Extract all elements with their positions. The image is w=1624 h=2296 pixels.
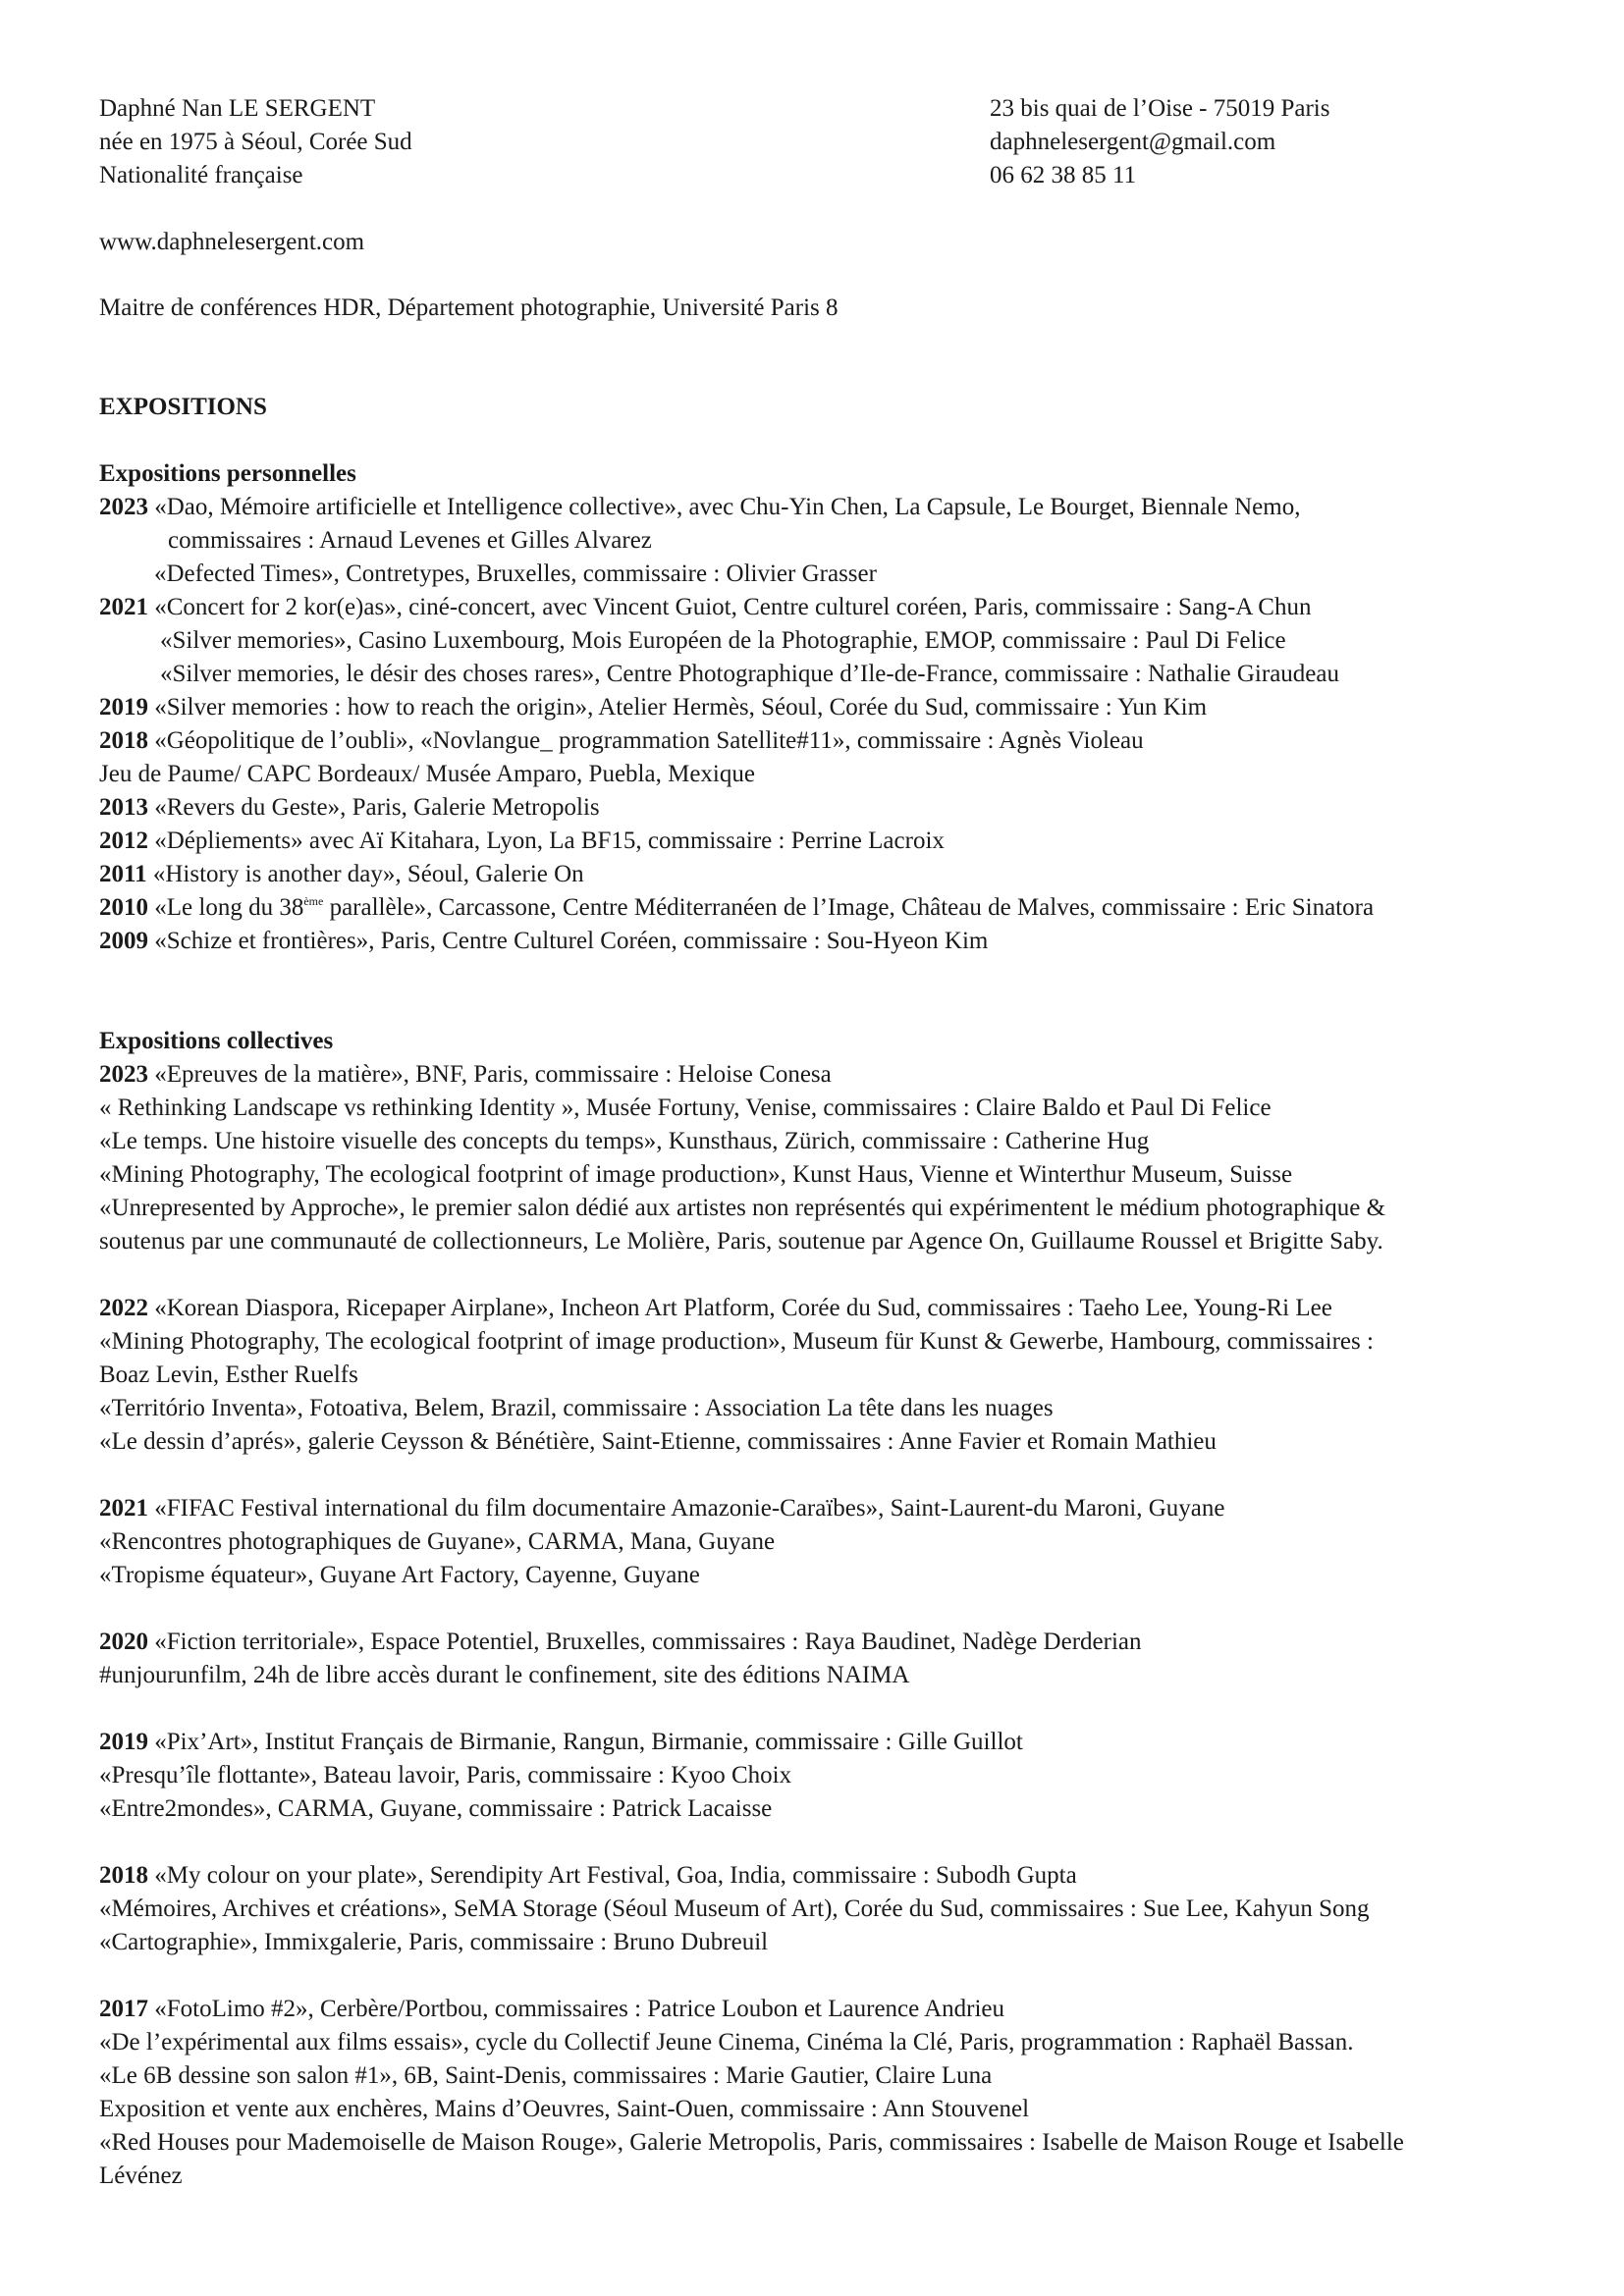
collective-2020 (99, 1626, 1572, 1692)
postal-address: 23 bis quai de l’Oise - 75019 Paris (990, 95, 1330, 122)
list-item: «Le 6B dessine son salon #1», 6B, Saint-Denis, commissaires : Marie Gautier, Claire Luna (99, 2062, 993, 2089)
list-item: «Presqu’île flottante», Bateau lavoir, Paris, commissaire : Kyoo Choix (99, 1762, 792, 1789)
list-item (99, 1993, 1572, 2026)
entry-text: «Le long du 38 (154, 894, 304, 921)
entry-text: «Schize et frontières», Paris, Centre Culturel Coréen, commissaire : Sou-Hyeon Kim (154, 928, 989, 954)
year-label: 2023 (99, 494, 148, 520)
nationality: Nationalité française (99, 162, 303, 188)
collective-2019 (99, 1726, 1572, 1826)
list-item: Exposition et vente aux enchères, Mains d’Oeuvres, Saint-Ouen, commissaire : Ann Stouvenel (99, 2096, 1030, 2122)
collective-2017 (99, 1993, 1572, 2193)
list-item: commissaires : Arnaud Levenes et Gilles Alvarez (168, 527, 652, 554)
email-address: daphnelesergent@gmail.com (990, 129, 1276, 155)
list-item (99, 1058, 1572, 1092)
superscript: ème (303, 894, 324, 908)
entry-text: «Dao, Mémoire artificielle et Intelligence collective», avec Chu-Yin Chen, La Capsule, Le Bourget, Biennale Nemo, (154, 494, 1301, 520)
list-item: #unjourunfilm, 24h de libre accès durant le confinement, site des éditions NAIMA (99, 1662, 910, 1688)
year-label: 2018 (99, 727, 148, 754)
list-item (99, 691, 1572, 724)
entry-text: «Revers du Geste», Paris, Galerie Metropolis (154, 794, 600, 821)
list-item: «Entre2mondes», CARMA, Guyane, commissaire : Patrick Lacaisse (99, 1795, 773, 1822)
year-label: 2009 (99, 928, 148, 954)
list-item: «Mining Photography, The ecological footprint of image production», Museum für Kunst & Gewerbe, Hambourg, commissaires : (99, 1328, 1374, 1355)
academic-position: Maitre de conférences HDR, Département photographie, Université Paris 8 (99, 294, 839, 321)
phone-number: 06 62 38 85 11 (990, 162, 1137, 188)
year-label: 2022 (99, 1295, 148, 1321)
list-item: «Mémoires, Archives et créations», SeMA Storage (Séoul Museum of Art), Corée du Sud, commissaires : Sue Lee, Kahyun Song (99, 1896, 1370, 1922)
list-item: «Silver memories», Casino Luxembourg, Mois Européen de la Photographie, EMOP, commissaire : Paul Di Felice (160, 627, 1286, 654)
expositions-section (99, 391, 1572, 2226)
year-label: 2021 (99, 1495, 148, 1522)
artist-name: Daphné Nan LE SERGENT (99, 95, 376, 122)
year-label: 2019 (99, 1729, 148, 1755)
list-item (99, 1492, 1572, 1525)
year-label: 2011 (99, 861, 147, 887)
list-item: «De l’expérimental aux films essais», cycle du Collectif Jeune Cinema, Cinéma la Clé, Paris, programmation : Raphaël Bassan. (99, 2029, 1354, 2056)
list-item (99, 791, 1572, 825)
website-link[interactable]: www.daphnelesergent.com (99, 229, 365, 255)
year-label: 2017 (99, 1996, 148, 2022)
list-item: «Le temps. Une histoire visuelle des concepts du temps», Kunsthaus, Zürich, commissaire : Catherine Hug (99, 1128, 1150, 1154)
list-item (99, 591, 1572, 624)
entry-text: «Géopolitique de l’oubli», «Novlangue_ programmation Satellite#11», commissaire : Agnès Violeau (154, 727, 1144, 754)
entry-text: «Concert for 2 kor(e)as», ciné-concert, avec Vincent Guiot, Centre culturel coréen, Paris, commissaire : Sang-A Chun (154, 594, 1312, 620)
identity-block (99, 92, 885, 192)
list-item: «Rencontres photographiques de Guyane», CARMA, Mana, Guyane (99, 1528, 776, 1555)
entry-text: «FIFAC Festival international du film documentaire Amazonie-Caraïbes», Saint-Laurent-du Maroni, Guyane (154, 1495, 1225, 1522)
list-item: «Le dessin d’aprés», galerie Ceysson & Bénétière, Saint-Etienne, commissaires : Anne Favier et Romain Mathieu (99, 1428, 1217, 1455)
collective-2022 (99, 1292, 1572, 1459)
year-label: 2019 (99, 694, 148, 721)
year-label: 2010 (99, 894, 148, 921)
list-item: «Silver memories, le désir des choses rares», Centre Photographique d’Ile-de-France, commissaire : Nathalie Giraudeau (160, 661, 1339, 687)
list-item: «Red Houses pour Mademoiselle de Maison Rouge», Galerie Metropolis, Paris, commissaires : Isabelle de Maison Rouge et Isabelle (99, 2129, 1404, 2156)
year-label: 2013 (99, 794, 148, 821)
list-item (99, 724, 1572, 758)
list-item: soutenus par une communauté de collectionneurs, Le Molière, Paris, soutenue par Agence On, Guillaume Roussel et Brigitte Saby. (99, 1228, 1383, 1255)
birth-info: née en 1975 à Séoul, Corée Sud (99, 129, 412, 155)
entry-text: «FotoLimo #2», Cerbère/Portbou, commissaires : Patrice Loubon et Laurence Andrieu (154, 1996, 1005, 2022)
collective-2021 (99, 1492, 1572, 1592)
year-label: 2021 (99, 594, 148, 620)
entry-text: «Pix’Art», Institut Français de Birmanie, Rangun, Birmanie, commissaire : Gille Guillot (154, 1729, 1023, 1755)
entry-text: «Epreuves de la matière», BNF, Paris, commissaire : Heloise Conesa (154, 1061, 832, 1088)
entry-text: «Fiction territoriale», Espace Potentiel, Bruxelles, commissaires : Raya Baudinet, Nadège Derderian (154, 1629, 1142, 1655)
contact-block (990, 92, 1481, 192)
list-item (99, 1859, 1572, 1893)
list-item: Lévénez (99, 2163, 183, 2189)
year-label: 2012 (99, 828, 148, 854)
list-item: «Mining Photography, The ecological footprint of image production», Kunst Haus, Vienne et Winterthur Museum, Suisse (99, 1161, 1293, 1188)
entry-text: parallèle», Carcassone, Centre Méditerranéen de l’Image, Château de Malves, commissaire : Eric Sinatora (323, 894, 1375, 921)
entry-text: «History is another day», Séoul, Galerie On (152, 861, 584, 887)
list-item: «Unrepresented by Approche», le premier salon dédié aux artistes non représentés qui expérimentent le médium photographique & (99, 1195, 1386, 1221)
subsection-title: Expositions collectives (99, 1028, 334, 1054)
subsection-title: Expositions personnelles (99, 460, 356, 487)
list-item (99, 1726, 1572, 1759)
list-item: «Tropisme équateur», Guyane Art Factory, Cayenne, Guyane (99, 1562, 700, 1588)
list-item: «Território Inventa», Fotoativa, Belem, Brazil, commissaire : Association La tête dans les nuages (99, 1395, 1054, 1421)
year-label: 2020 (99, 1629, 148, 1655)
list-item: Boaz Levin, Esther Ruelfs (99, 1362, 358, 1388)
collective-exhibitions (99, 1025, 1572, 1258)
section-title: EXPOSITIONS (99, 394, 267, 420)
entry-text: «Korean Diaspora, Ricepaper Airplane», Incheon Art Platform, Corée du Sud, commissaires : Taeho Lee, Young-Ri Lee (154, 1295, 1332, 1321)
list-item (99, 925, 1572, 958)
list-item: «Cartographie», Immixgalerie, Paris, commissaire : Bruno Dubreuil (99, 1929, 769, 1955)
collective-2018 (99, 1859, 1572, 1959)
list-item (99, 1292, 1572, 1325)
entry-text: «Dépliements» avec Aï Kitahara, Lyon, La BF15, commissaire : Perrine Lacroix (154, 828, 945, 854)
year-label: 2023 (99, 1061, 148, 1088)
list-item (99, 891, 1572, 925)
list-item (99, 825, 1572, 858)
list-item (99, 491, 1572, 524)
entry-text: «Silver memories : how to reach the origin», Atelier Hermès, Séoul, Corée du Sud, commissaire : Yun Kim (154, 694, 1208, 721)
list-item (99, 1626, 1572, 1659)
entry-text: «My colour on your plate», Serendipity Art Festival, Goa, India, commissaire : Subodh Gupta (154, 1862, 1077, 1889)
personal-exhibitions (99, 457, 1572, 958)
year-label: 2018 (99, 1862, 148, 1889)
list-item: « Rethinking Landscape vs rethinking Identity », Musée Fortuny, Venise, commissaires : Claire Baldo et Paul Di Felice (99, 1095, 1272, 1121)
list-item (99, 858, 1572, 891)
list-item: Jeu de Paume/ CAPC Bordeaux/ Musée Amparo, Puebla, Mexique (99, 761, 755, 787)
spacer (99, 991, 1572, 1025)
list-item: «Defected Times», Contretypes, Bruxelles, commissaire : Olivier Grasser (154, 561, 877, 587)
